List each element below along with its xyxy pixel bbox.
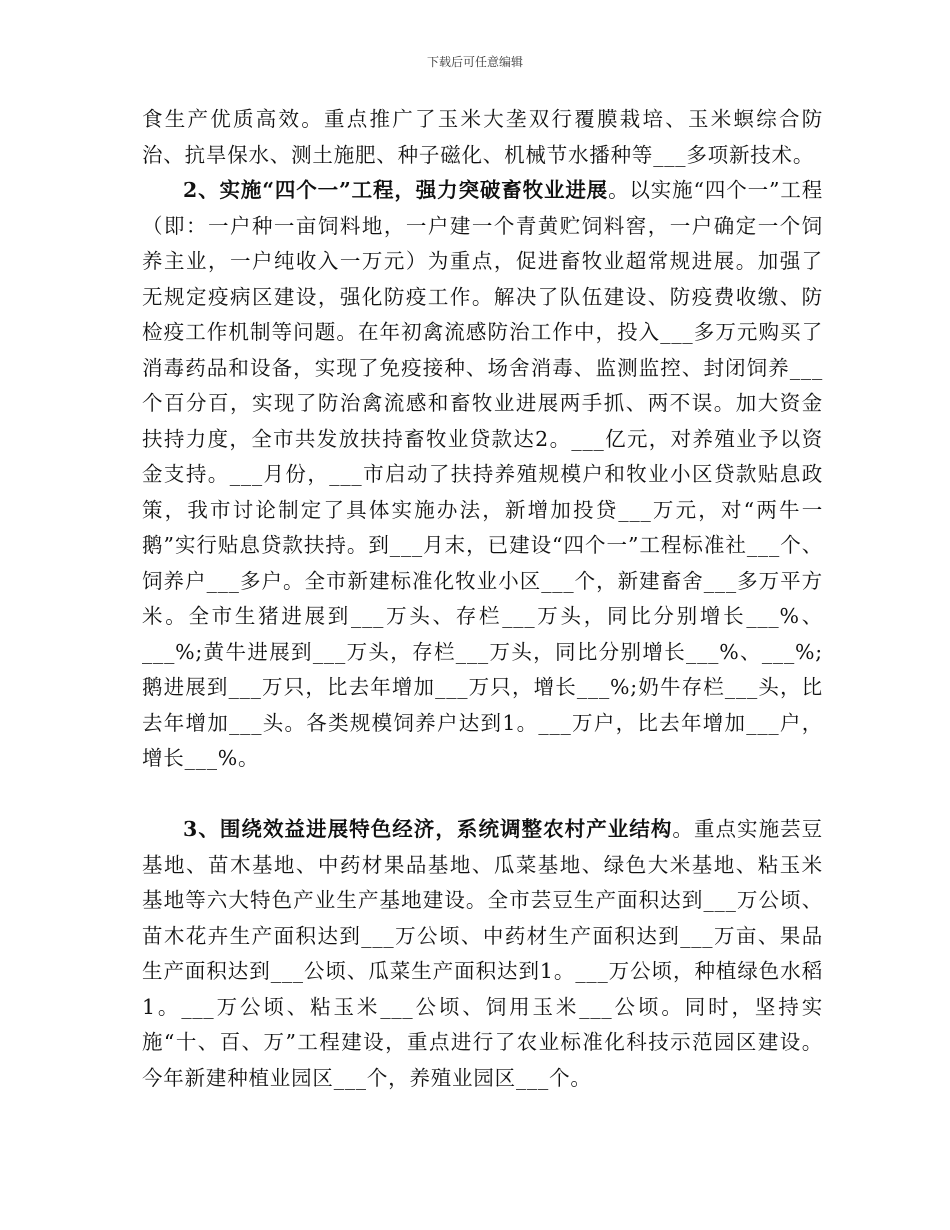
document-body	[142, 102, 823, 1096]
paragraph-2-text: 。以实施“四个一”工程（即：一户种一亩饲料地，一户建一个青黄贮饲料窖，一户确定一个饲养主业，一户纯收入一万元）为重点，促进畜牧业超常规进展。加强了无规定疫病区建设，强化防疫工作。解决了队伍建设、防疫费收缴、防检疫工作机制等问题。在年初禽流感防治工作中，投入___多万元购买了消毒药品和设备，实现了免疫接种、场舍消毒、监测监控、封闭饲养___个百分百，实现了防治禽流感和畜牧业进展两手抓、两不误。加大资金扶持力度，全市共发放扶持畜牧业贷款达2。___亿元，对养殖业予以资金支持。___月份，___市启动了扶持养殖规模户和牧业小区贷款贴息政策，我市讨论制定了具体实施办法，新增加投贷___万元，对“两牛一鹅”实行贴息贷款扶持。到___月末，已建设“四个一”工程标准社___个、饲养户___多户。全市新建标准化牧业小区___个，新建畜舍___多万平方米。全市生猪进展到___万头、存栏___万头，同比分别增长___%、___%;黄牛进展到___万头，存栏___万头，同比分别增长___%、___%;鹅进展到___万只，比去年增加___万只，增长___%;奶牛存栏___头，比去年增加___头。各类规模饲养户达到1。___万户，比去年增加___户，增长___%。	[142, 178, 823, 770]
paragraph-2-heading: 2、实施“四个一”工程，强力突破畜牧业进展	[183, 178, 609, 202]
page-header: 下载后可任意编辑	[426, 55, 523, 69]
paragraph-2	[142, 173, 823, 777]
paragraph-3-heading: 3、围绕效益进展特色经济，系统调整农村产业结构	[183, 817, 673, 841]
paragraph-3-text: 。重点实施芸豆基地、苗木基地、中药材果品基地、瓜菜基地、绿色大米基地、粘玉米基地等六大特色产业生产基地建设。全市芸豆生产面积达到___万公顷、苗木花卉生产面积达到___万公顷、中药材生产面积达到___万亩、果品生产面积达到___公顷、瓜菜生产面积达到1。___万公顷，种植绿色水稻1。___万公顷、粘玉米___公顷、饲用玉米___公顷。同时，坚持实施“十、百、万”工程建设，重点进行了农业标准化科技示范园区建设。今年新建种植业园区___个，养殖业园区___个。	[142, 817, 823, 1090]
paragraph-1: 食生产优质高效。重点推广了玉米大垄双行覆膜栽培、玉米螟综合防治、抗旱保水、测土施肥、种子磁化、机械节水播种等___多项新技术。	[142, 107, 823, 167]
paragraph-3	[142, 812, 823, 1096]
